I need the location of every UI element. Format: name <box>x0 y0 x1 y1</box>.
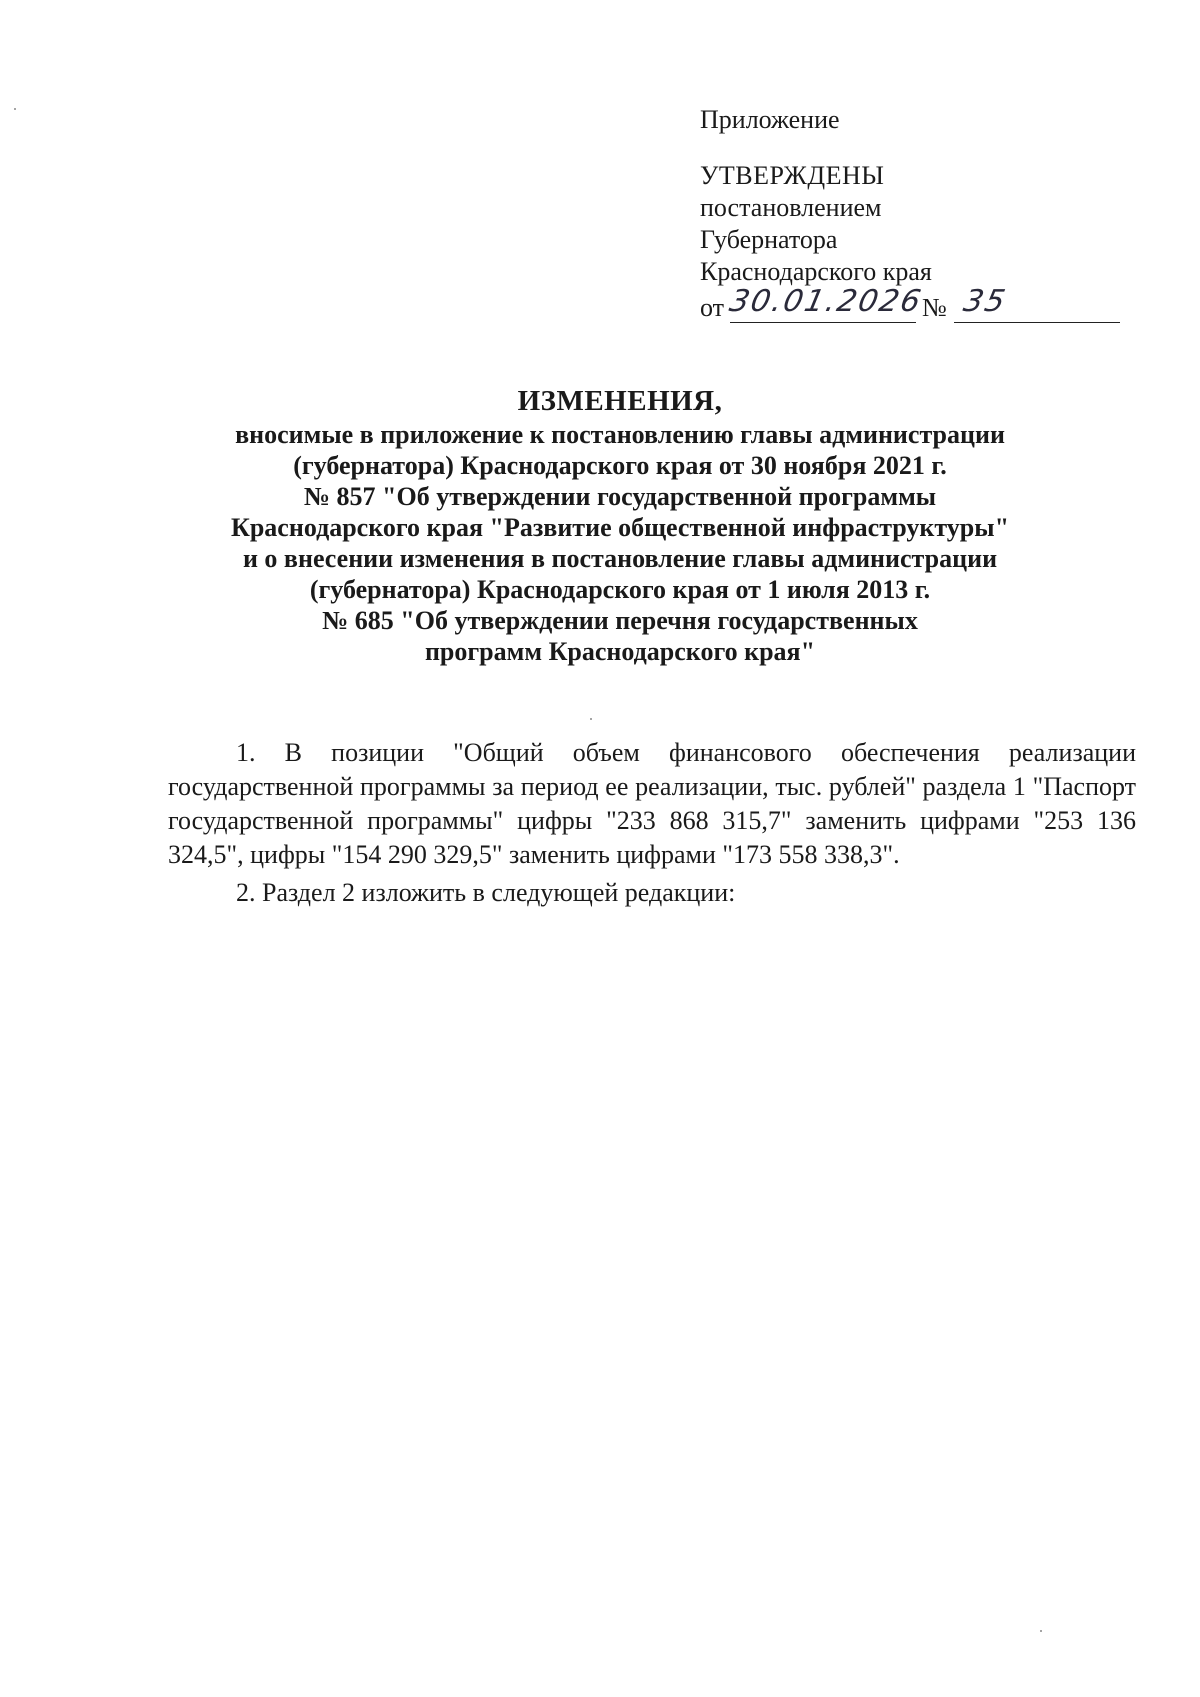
document-title <box>170 386 1070 667</box>
scan-speck <box>14 108 16 110</box>
approval-line-2: Губернатора <box>700 225 838 254</box>
scan-speck <box>590 718 592 720</box>
title-line: и о внесении изменения в постановление главы администрации <box>242 544 998 573</box>
paragraph-2: 2. Раздел 2 изложить в следующей редакции: <box>236 878 736 907</box>
title-line: Краснодарского края "Развитие общественной инфраструктуры" <box>230 513 1010 542</box>
title-line: № 685 "Об утверждении перечня государственных <box>322 606 918 635</box>
approval-line-3: Краснодарского края <box>700 257 932 286</box>
title-line: № 857 "Об утверждении государственной программы <box>303 482 937 511</box>
title-line: программ Краснодарского края" <box>424 637 816 666</box>
from-label: от <box>700 293 725 322</box>
title-line: (губернатора) Краснодарского края от 1 июля 2013 г. <box>309 575 931 604</box>
title-line: вносимые в приложение к постановлению главы администрации <box>235 420 1005 449</box>
approved-label: УТВЕРЖДЕНЫ <box>700 161 885 190</box>
title-heading: ИЗМЕНЕНИЯ, <box>517 385 723 417</box>
paragraph-1: 1. В позиции "Общий объем финансового обеспечения реализации государственной программы за период ее реализации, тыс. рублей" раздела 1 "Паспорт государственной программы" цифры "233 868 315,7" заменить цифрами "253 136 324,5", цифры "154 290 329,5" заменить цифрами "173 558 338,3". <box>168 738 1136 869</box>
title-line: (губернатора) Краснодарского края от 30 ноября 2021 г. <box>293 451 947 480</box>
approval-line-1: постановлением <box>700 193 882 222</box>
handwritten-number: 35 <box>960 284 1011 319</box>
approval-block <box>700 104 1140 326</box>
appendix-label: Приложение <box>700 105 840 134</box>
number-field <box>954 284 1120 323</box>
date-field <box>726 284 926 323</box>
scan-speck <box>1040 1630 1042 1632</box>
number-label: № <box>922 293 947 322</box>
date-number-line <box>700 284 1140 326</box>
document-body <box>168 736 1136 910</box>
handwritten-date: 30.01.2026 <box>726 284 926 319</box>
